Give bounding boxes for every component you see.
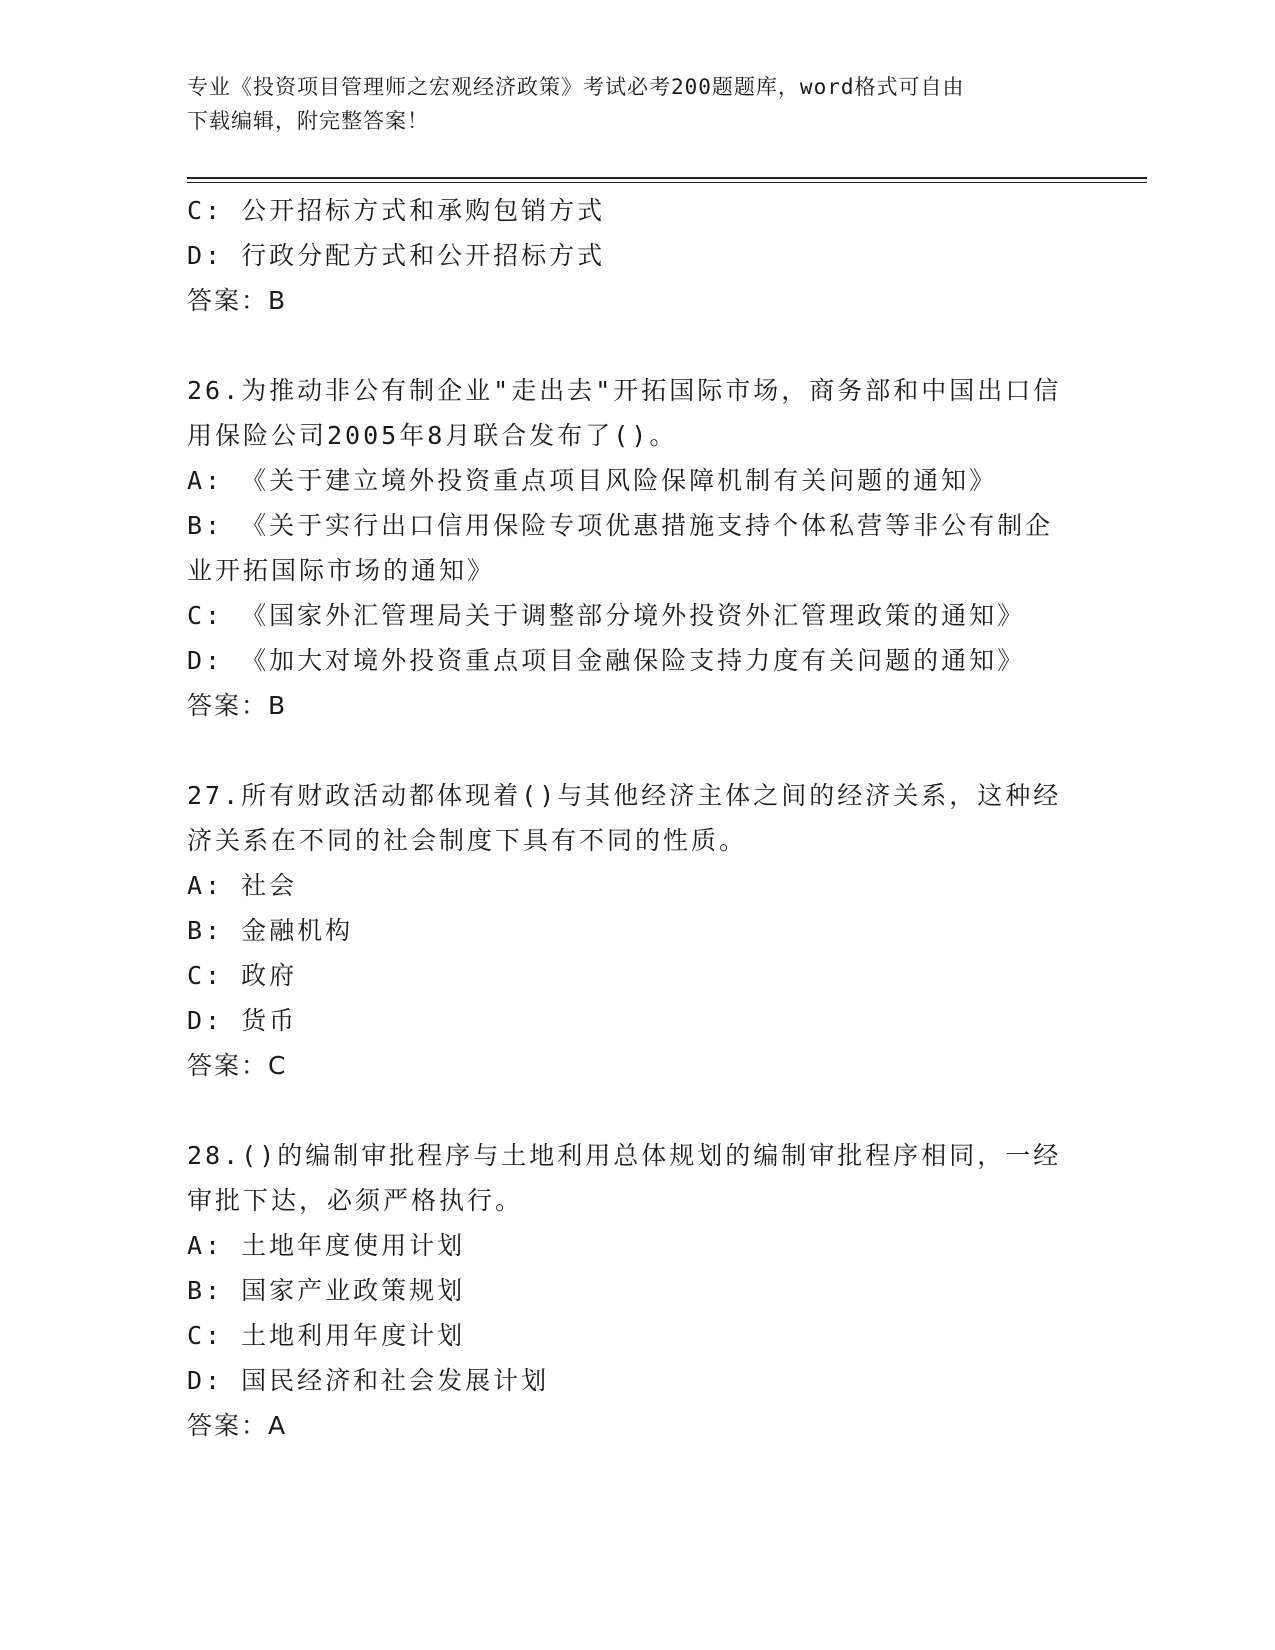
question-26 [187,368,1067,728]
question-list [187,188,1067,1448]
option-c: C: 公开招标方式和承购包销方式 [187,196,606,225]
header-rule-thick [187,177,1147,179]
option-a: A: 《关于建立境外投资重点项目风险保障机制有关问题的通知》 [187,466,998,495]
option-c: C: 《国家外汇管理局关于调整部分境外投资外汇管理政策的通知》 [187,601,1026,630]
question-28 [187,1133,1067,1448]
answer: 答案：B [187,286,288,315]
option-c: C: 政府 [187,961,298,990]
option-b: B: 《关于实行出口信用保险专项优惠措施支持个体私营等非公有制企业开拓国际市场的通知》 [187,511,1054,585]
option-b: B: 金融机构 [187,916,354,945]
question-text: 26.为推动非公有制企业"走出去"开拓国际市场，商务部和中国出口信用保险公司2005年8月联合发布了()。 [187,376,1062,450]
option-a: A: 社会 [187,871,298,900]
option-a: A: 土地年度使用计划 [187,1231,466,1260]
option-d: D: 《加大对境外投资重点项目金融保险支持力度有关问题的通知》 [187,646,1026,675]
header-line-1: 专业《投资项目管理师之宏观经济政策》考试必考200题题库，word格式可自由 [187,75,965,99]
option-d: D: 国民经济和社会发展计划 [187,1366,550,1395]
answer: 答案：B [187,691,288,720]
option-d: D: 行政分配方式和公开招标方式 [187,241,606,270]
header-line-2: 下载编辑，附完整答案！ [187,109,429,133]
option-d: D: 货币 [187,1006,298,1035]
question-text: 28.()的编制审批程序与土地利用总体规划的编制审批程序相同，一经审批下达，必须严格执行。 [187,1141,1062,1215]
answer: 答案：C [187,1051,288,1080]
question-25-tail [187,188,1067,323]
question-27 [187,773,1067,1088]
spacer [187,1088,1067,1133]
spacer [187,323,1067,368]
page-header [187,70,1147,138]
header-rule-thin [187,182,1147,183]
option-b: B: 国家产业政策规划 [187,1276,466,1305]
spacer [187,728,1067,773]
option-c: C: 土地利用年度计划 [187,1321,466,1350]
question-text: 27.所有财政活动都体现着()与其他经济主体之间的经济关系，这种经济关系在不同的社会制度下具有不同的性质。 [187,781,1062,855]
answer: 答案：A [187,1411,288,1440]
